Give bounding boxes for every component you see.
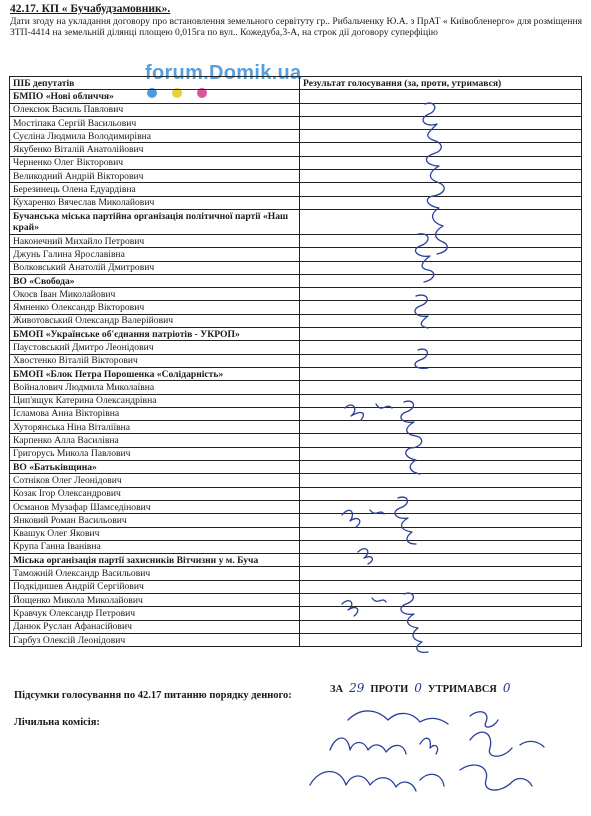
party-name: ВО «Свобода»: [10, 274, 300, 287]
vote-cell: [300, 170, 582, 183]
deputy-name: Войналович Людмила Миколаївна: [10, 381, 300, 394]
za-label: ЗА: [330, 684, 344, 695]
deputy-row: [10, 301, 582, 314]
deputy-row: [10, 261, 582, 274]
vote-cell: [300, 261, 582, 274]
vote-cell: [300, 341, 582, 354]
party-row: [10, 554, 582, 567]
deputy-row: [10, 234, 582, 247]
vote-cell: [300, 580, 582, 593]
deputy-row: [10, 183, 582, 196]
vote-cell: [300, 234, 582, 247]
deputy-name: Янковий Роман Васильович: [10, 514, 300, 527]
deputy-name: Кравчук Олександр Петрович: [10, 607, 300, 620]
deputy-row: [10, 341, 582, 354]
vote-cell: [300, 130, 582, 143]
vote-cell: [300, 156, 582, 169]
deputy-name: Волковський Анатолій Дмитрович: [10, 261, 300, 274]
party-row: [10, 209, 582, 234]
deputy-row: [10, 447, 582, 460]
vote-cell: [300, 103, 582, 116]
vote-cell: [300, 90, 582, 103]
deputy-name: Крупа Ганна Іванівна: [10, 540, 300, 553]
vote-cell: [300, 487, 582, 500]
deputy-name: Квашук Олег Якович: [10, 527, 300, 540]
deputy-row: [10, 593, 582, 606]
vote-cell: [300, 421, 582, 434]
za-value: 29: [349, 681, 365, 695]
vote-cell: [300, 196, 582, 209]
party-name: БМОП «Українське об'єднання патріотів - УКРОП»: [10, 328, 300, 341]
deputy-name: Османов Музафар Шамседінович: [10, 500, 300, 513]
vote-cell: [300, 248, 582, 261]
deputy-row: [10, 381, 582, 394]
deputy-row: [10, 354, 582, 367]
vote-cell: [300, 143, 582, 156]
commission-signature: [310, 765, 532, 791]
deputy-row: [10, 156, 582, 169]
vote-cell: [300, 407, 582, 420]
deputy-row: [10, 580, 582, 593]
vote-cell: [300, 527, 582, 540]
deputy-row: [10, 170, 582, 183]
vote-cell: [300, 633, 582, 646]
watermark-text: forum.Domik.ua: [145, 62, 302, 84]
deputy-row: [10, 540, 582, 553]
deputy-row: [10, 116, 582, 129]
deputy-row: [10, 500, 582, 513]
commission-label: Лічильна комісія:: [14, 717, 100, 728]
deputy-name: Ісламова Анна Вікторівна: [10, 407, 300, 420]
deputy-name: Паустовський Дмитро Леонідович: [10, 341, 300, 354]
deputy-name: Олексюк Василь Павлович: [10, 103, 300, 116]
party-name: Міська організація партії захисників Вітчизни у м. Буча: [10, 554, 300, 567]
table-header-row: [10, 77, 582, 90]
deputy-name: Кухаренко Вячеслав Миколайович: [10, 196, 300, 209]
vote-cell: [300, 394, 582, 407]
vote-cell: [300, 500, 582, 513]
deputy-name: Подкідишев Андрій Сергійович: [10, 580, 300, 593]
vote-cell: [300, 314, 582, 327]
party-row: [10, 90, 582, 103]
deputy-name: Черненко Олег Вікторович: [10, 156, 300, 169]
deputy-row: [10, 487, 582, 500]
deputy-row: [10, 607, 582, 620]
deputy-name: Суєліна Людмила Володимирівна: [10, 130, 300, 143]
deputy-name: Йощенко Микола Миколайович: [10, 593, 300, 606]
party-row: [10, 328, 582, 341]
deputy-name: Джунь Галина Ярославівна: [10, 248, 300, 261]
vote-cell: [300, 514, 582, 527]
deputy-row: [10, 196, 582, 209]
vote-cell: [300, 620, 582, 633]
vote-cell: [300, 209, 582, 234]
deputy-name: Якубенко Віталій Анатолійович: [10, 143, 300, 156]
header-deputies: ПІБ депутатів: [10, 77, 300, 90]
vote-cell: [300, 474, 582, 487]
deputy-name: Ямненко Олександр Вікторович: [10, 301, 300, 314]
commission-signature: [348, 711, 498, 727]
vote-cell: [300, 288, 582, 301]
deputy-name: Окоєв Іван Миколайович: [10, 288, 300, 301]
deputy-name: Хуторянська Ніна Віталіївна: [10, 421, 300, 434]
deputy-name: Хвостенко Віталій Вікторович: [10, 354, 300, 367]
vote-cell: [300, 540, 582, 553]
vote-cell: [300, 461, 582, 474]
document-heading: [10, 2, 582, 39]
deputy-name: Мостіпака Сергій Васильович: [10, 116, 300, 129]
party-row: [10, 461, 582, 474]
deputy-row: [10, 143, 582, 156]
vote-cell: [300, 354, 582, 367]
vote-cell: [300, 567, 582, 580]
deputy-name: Животовський Олександр Валерійович: [10, 314, 300, 327]
deputy-name: Карпенко Алла Василівна: [10, 434, 300, 447]
deputy-row: [10, 567, 582, 580]
vote-cell: [300, 381, 582, 394]
deputy-row: [10, 421, 582, 434]
vote-cell: [300, 607, 582, 620]
deputy-name: Данюк Руслан Афанасійович: [10, 620, 300, 633]
deputy-row: [10, 514, 582, 527]
commission-signature: [330, 732, 544, 756]
deputy-row: [10, 394, 582, 407]
deputy-row: [10, 633, 582, 646]
deputy-row: [10, 474, 582, 487]
vote-cell: [300, 554, 582, 567]
deputy-row: [10, 248, 582, 261]
item-title: 42.17. КП « Бучабудзамовник».: [10, 3, 171, 15]
deputy-name: Гарбуз Олексій Леонідович: [10, 633, 300, 646]
vote-cell: [300, 274, 582, 287]
deputy-name: Великодний Андрій Вікторович: [10, 170, 300, 183]
party-name: БМПО «Нові обличчя»: [10, 90, 300, 103]
voting-table: [9, 76, 582, 647]
vote-cell: [300, 183, 582, 196]
deputy-row: [10, 288, 582, 301]
utrymavsya-value: 0: [502, 681, 511, 695]
deputy-name: Цип'ящук Катерина Олександрівна: [10, 394, 300, 407]
deputy-row: [10, 434, 582, 447]
party-row: [10, 367, 582, 380]
vote-cell: [300, 447, 582, 460]
deputy-name: Таможній Олександр Васильович: [10, 567, 300, 580]
deputy-row: [10, 103, 582, 116]
deputy-name: Козак Ігор Олександрович: [10, 487, 300, 500]
proty-value: 0: [414, 681, 422, 695]
deputy-name: Григорусь Микола Павлович: [10, 447, 300, 460]
summary-label: Підсумки голосування по 42.17 питанню порядку денного:: [14, 690, 292, 701]
proty-label: ПРОТИ: [370, 684, 409, 695]
party-name: Бучанська міська партійна організація політичної партії «Наш край»: [10, 209, 300, 234]
vote-cell: [300, 328, 582, 341]
utrymavsya-label: УТРИМАВСЯ: [427, 684, 497, 695]
header-result: Результат голосування (за, проти, утримався): [300, 77, 582, 90]
deputy-name: Наконечний Михайло Петрович: [10, 234, 300, 247]
vote-cell: [300, 367, 582, 380]
vote-cell: [300, 301, 582, 314]
party-row: [10, 274, 582, 287]
deputy-row: [10, 407, 582, 420]
party-name: БМОП «Блок Петра Порошенка «Солідарність»: [10, 367, 300, 380]
deputy-row: [10, 620, 582, 633]
deputy-row: [10, 314, 582, 327]
deputy-name: Сотніков Олег Леонідович: [10, 474, 300, 487]
deputy-row: [10, 130, 582, 143]
vote-cell: [300, 434, 582, 447]
deputy-row: [10, 527, 582, 540]
vote-cell: [300, 116, 582, 129]
vote-tally: [330, 681, 511, 695]
party-name: ВО «Батьківщина»: [10, 461, 300, 474]
deputy-name: Березинець Олена Едуардівна: [10, 183, 300, 196]
item-description: Дати згоду на укладання договору про встановлення земельного сервітуту гр.. Рибальченку Ю.А. з ПрАТ « Київобленерго» для розміщення ЗТП-4414 на земельній ділянці площею 0,015га по вул.. Кожедуба,3-А, на строк дії договору суперфіцію: [10, 16, 582, 38]
vote-cell: [300, 593, 582, 606]
